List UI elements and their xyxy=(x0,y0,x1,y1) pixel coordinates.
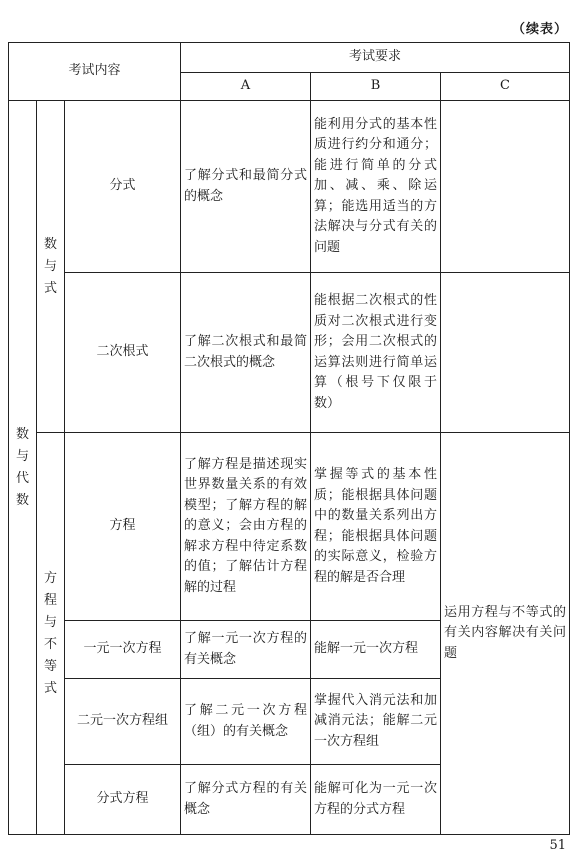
level-a-header: A xyxy=(181,73,311,101)
group-cell xyxy=(37,101,65,433)
level-b-cell xyxy=(311,101,441,273)
header-row-1 xyxy=(9,43,570,73)
topic-cell: 二次根式 xyxy=(65,273,181,433)
group-label: 数与式 xyxy=(43,236,57,296)
table-row xyxy=(9,273,570,433)
level-b-text: 能解可化为一元一次方程的分式方程 xyxy=(314,781,437,817)
requirements-table xyxy=(8,42,570,835)
table-row xyxy=(9,433,570,621)
level-b-text: 能利用分式的基本性质进行约分和通分；能进行简单的分式加、减、乘、除运算；能选用适当的方法解决与分式有关的问题 xyxy=(314,116,437,255)
topic-cell: 分式 xyxy=(65,101,181,273)
level-a-cell xyxy=(181,765,311,835)
level-b-header: B xyxy=(311,73,441,101)
level-b-cell xyxy=(311,679,441,765)
level-a-cell xyxy=(181,621,311,679)
level-a-text: 了解方程是描述现实世界数量关系的有效模型；了解方程的解的意义；会由方程的解求方程中待定系数的值；了解估计方程解的过程 xyxy=(184,456,307,595)
level-b-cell xyxy=(311,273,441,433)
level-a-text: 了解分式方程的有关概念 xyxy=(184,781,307,817)
level-c-cell xyxy=(441,101,570,273)
topic-cell: 分式方程 xyxy=(65,765,181,835)
level-c-cell xyxy=(441,273,570,433)
level-a-cell xyxy=(181,273,311,433)
topic-cell: 一元一次方程 xyxy=(65,621,181,679)
level-a-text: 了解二次根式和最简二次根式的概念 xyxy=(184,334,307,370)
category-label: 数与代数 xyxy=(15,426,29,508)
group-cell xyxy=(37,433,65,835)
level-a-text: 了解一元一次方程的有关概念 xyxy=(184,631,307,667)
level-a-cell xyxy=(181,679,311,765)
level-c-header: C xyxy=(441,73,570,101)
level-b-cell xyxy=(311,433,441,621)
continuation-label: （续表） xyxy=(511,22,568,37)
requirements-header: 考试要求 xyxy=(181,43,570,73)
category-cell xyxy=(9,101,37,835)
level-b-text: 掌握代入消元法和加减消元法；能解二元一次方程组 xyxy=(314,692,437,749)
level-b-text: 能根据二次根式的性质对二次根式进行变形；会用二次根式的运算法则进行简单运算（根号下仅限于数） xyxy=(314,293,437,411)
level-b-text: 能解一元一次方程 xyxy=(314,641,419,657)
level-b-text: 掌握等式的基本性质；能根据具体问题中的数量关系列出方程；能根据具体问题的实际意义，检验方程的解是否合理 xyxy=(314,467,437,585)
table-row xyxy=(9,101,570,273)
group-label: 方程与不等式 xyxy=(43,570,57,696)
level-b-cell xyxy=(311,621,441,679)
level-c-text: 运用方程与不等式的有关内容解决有关问题 xyxy=(444,604,566,661)
level-a-cell xyxy=(181,433,311,621)
level-a-cell xyxy=(181,101,311,273)
topic-cell: 方程 xyxy=(65,433,181,621)
page-number: 51 xyxy=(549,838,566,853)
level-a-text: 了解二元一次方程（组）的有关概念 xyxy=(184,703,307,739)
content-header: 考试内容 xyxy=(9,43,181,101)
level-a-text: 了解分式和最简分式的概念 xyxy=(184,168,307,204)
level-b-cell xyxy=(311,765,441,835)
topic-cell: 二元一次方程组 xyxy=(65,679,181,765)
level-c-cell xyxy=(441,433,570,835)
